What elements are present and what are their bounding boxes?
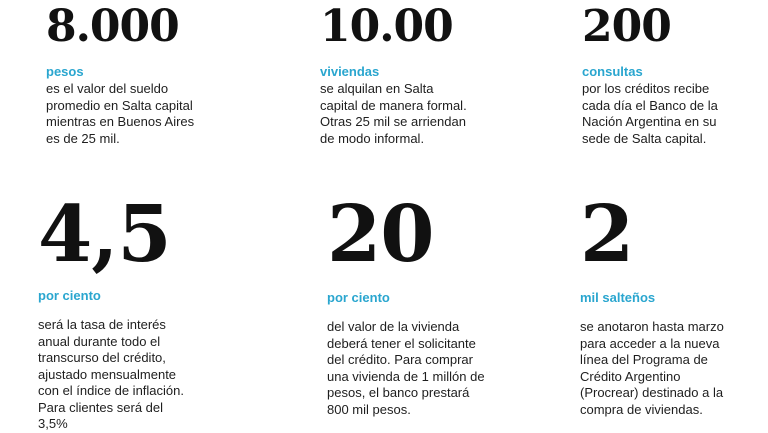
- stat-number: 200: [582, 1, 671, 52]
- stat-tasa-interes: [38, 190, 184, 433]
- stat-description: será la tasa de interés anual durante todo el transcurso del crédito, ajustado mensualmente con el índice de inflación. Para clientes será del 3,5%: [38, 317, 184, 431]
- stat-number: 4,5: [38, 189, 171, 280]
- stat-unit: viviendas: [320, 64, 380, 79]
- stat-porcentaje-vivienda: [327, 190, 485, 418]
- stat-unit: por ciento: [327, 290, 390, 305]
- stat-description: se anotaron hasta marzo para acceder a la nueva línea del Programa de Crédito Argentino (Procrear) destinado a la compra de viviendas.: [580, 319, 724, 417]
- stat-saltenos-anotados: [580, 190, 724, 418]
- stat-unit: por ciento: [38, 288, 101, 303]
- stat-number: 20: [327, 189, 434, 280]
- stat-description: se alquilan en Salta capital de manera formal. Otras 25 mil se arriendan de modo informal.: [320, 81, 467, 146]
- stat-description: por los créditos recibe cada día el Banco de la Nación Argentina en su sede de Salta capital.: [582, 81, 718, 146]
- stat-sueldo: [46, 0, 196, 147]
- stat-description: del valor de la vivienda deberá tener el solicitante del crédito. Para comprar una vivienda de 1 millón de pesos, el banco prestará 800 mil pesos.: [327, 319, 485, 417]
- stat-unit: consultas: [582, 64, 643, 79]
- stat-unit: mil salteños: [580, 290, 656, 305]
- stat-unit: pesos: [46, 64, 84, 79]
- stat-number: 8.000: [46, 1, 179, 52]
- stat-number: 10.00: [320, 1, 453, 52]
- stat-viviendas: [320, 0, 467, 147]
- stat-description: es el valor del sueldo promedio en Salta capital mientras en Buenos Aires es de 25 mil.: [46, 81, 195, 146]
- stat-consultas: [582, 0, 718, 147]
- stat-number: 2: [580, 189, 634, 280]
